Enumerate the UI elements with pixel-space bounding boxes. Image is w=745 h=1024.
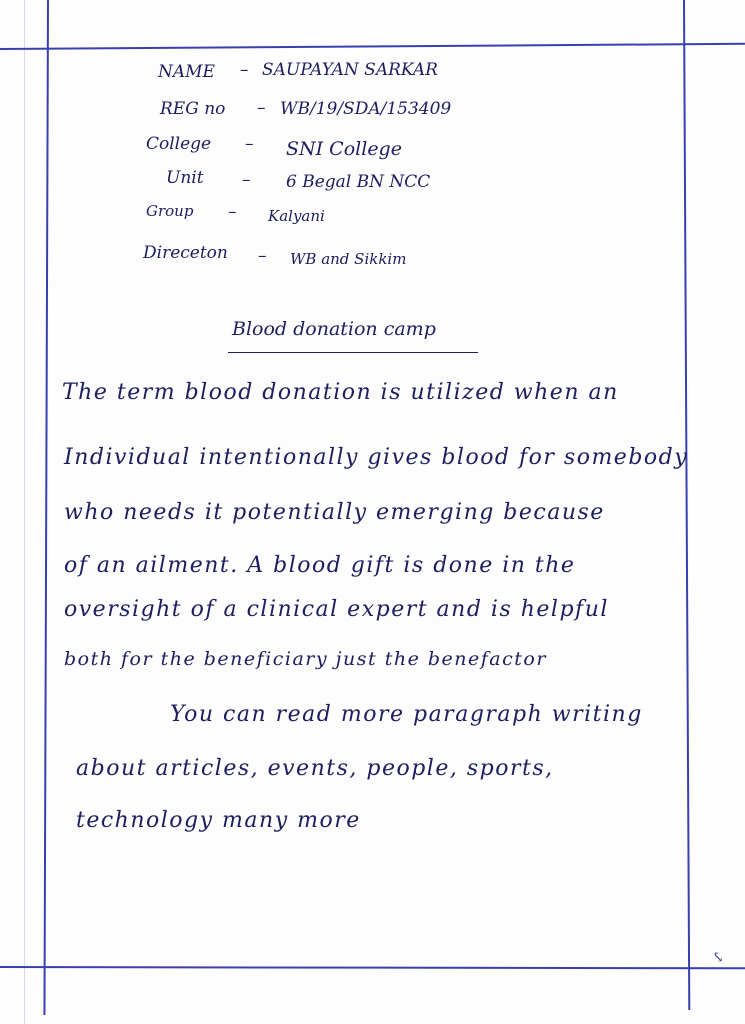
bottom-margin-rule [0,966,745,969]
page-edge-shadow [24,0,25,1024]
title-underline [228,352,478,353]
college-label: College [146,134,212,154]
group-dash: – [228,202,237,222]
unit-label: Unit [166,168,204,188]
directorate-label: Direceton [143,243,228,263]
group-value: Kalyani [268,207,325,225]
directorate-dash: – [258,246,267,266]
group-label: Group [146,202,194,220]
name-label: NAME [158,62,215,82]
unit-dash: – [242,170,251,190]
margin-scribble: ⤥ [712,950,724,966]
paragraph-line: both for the beneficiary just the benefactor [64,648,547,670]
paragraph-line: technology many more [76,808,361,833]
unit-value: 6 Begal BN NCC [286,172,431,192]
reg-label: REG no [160,99,226,119]
name-dash: – [240,60,249,80]
paragraph-line: Individual intentionally gives blood for somebody [64,445,689,470]
right-margin-rule [683,0,690,1010]
college-dash: – [245,134,254,154]
paragraph-line: who needs it potentially emerging because [64,500,605,525]
essay-title: Blood donation camp [232,318,436,340]
directorate-value: WB and Sikkim [290,250,407,268]
paragraph-line: You can read more paragraph writing [170,702,643,727]
top-margin-rule [0,43,745,50]
paragraph-line: of an ailment. A blood gift is done in the [64,553,576,578]
paragraph-line: oversight of a clinical expert and is helpful [64,597,609,622]
reg-dash: – [257,98,266,118]
name-value: SAUPAYAN SARKAR [262,60,438,80]
paragraph-line: about articles, events, people, sports, [76,756,554,781]
reg-value: WB/19/SDA/153409 [280,99,452,119]
college-value: SNI College [286,138,402,160]
paragraph-line: The term blood donation is utilized when an [62,380,619,405]
left-margin-rule [43,0,49,1015]
